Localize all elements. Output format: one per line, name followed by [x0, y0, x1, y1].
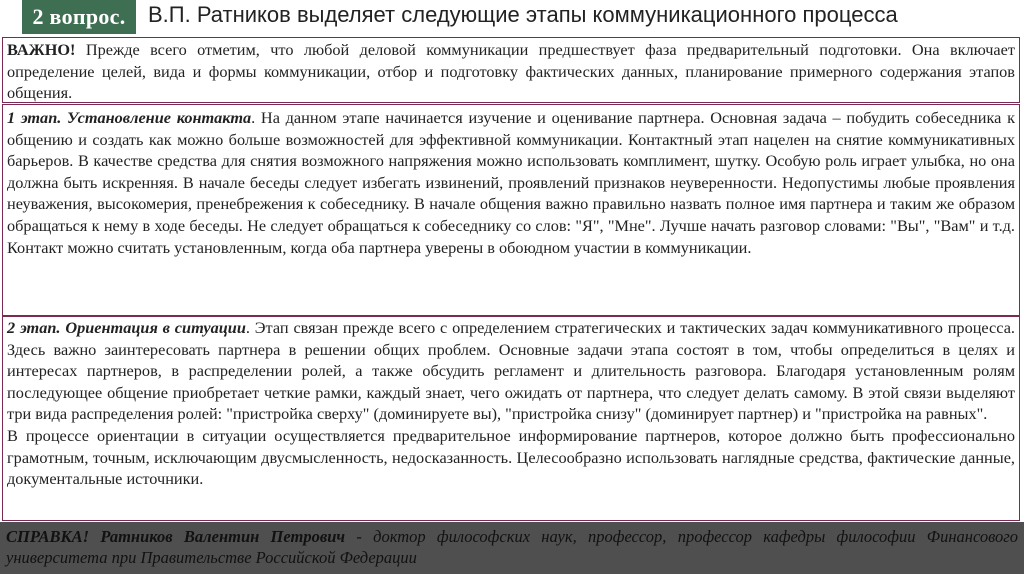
- reference-footer: [0, 522, 1024, 574]
- slide-header: [0, 0, 1024, 36]
- important-note: [7, 39, 1015, 104]
- stage-2-text: . Этап связан прежде всего с определением стратегических и тактических задач коммуникативного процесса. Здесь важно заинтересовать партнера в решении общих проблем. Основные задачи этапа состоят в том, чтобы определиться в целях и интересах партнеров, в распределении ролей, а также обсудить регламент и длительность разговора. Благодаря установленным ролям последующее общение приобретает четкие рамки, каждый знает, чего ожидать от партнера, что следует делать самому. В этой связи выделяют три вида распределения ролей: "пристройка сверху" (доминируете вы), "пристройка снизу" (доминирует партнер) и "пристройка на равных".: [7, 318, 1016, 424]
- stage-1-box: [2, 104, 1020, 316]
- reference-note: [6, 526, 1018, 568]
- stage-1-paragraph: [7, 107, 1015, 258]
- stage-2-heading: 2 этап. Ориентация в ситуации: [7, 318, 246, 337]
- question-badge: 2 вопрос.: [22, 0, 136, 34]
- important-text: Прежде всего отметим, что любой деловой коммуникации предшествует фаза предварительный подготовки. Она включает определение целей, вида и формы коммуникации, отбор и подготовку фактических данных, планирование примерного содержания этапов общения.: [7, 40, 1015, 103]
- stage-2-paragraph: [7, 317, 1015, 425]
- reference-text: - доктор философских наук, профессор, профессор кафедры философии Финансового университета при Правительстве Российской Федерации: [6, 527, 1018, 567]
- important-note-box: [2, 37, 1020, 103]
- important-label: ВАЖНО!: [7, 40, 76, 59]
- stage-1-text: . На данном этапе начинается изучение и оценивание партнера. Основная задача – побудить собеседника к общению и создать как можно больше возможностей для эффективной коммуникации. Контактный этап нацелен на снятие коммуникативных барьеров. В качестве средства для снятия возможного напряжения можно использовать комплимент, шутку. Особую роль играет улыбка, но она должна быть искренняя. В начале беседы следует избегать извинений, проявлений признаков неуверенности. Недопустимы любые проявления неуважения, высокомерия, пренебрежения к собеседнику. В начале общения важно правильно назвать полное имя партнера и таким же образом обращаться к нему в ходе беседы. Не следует обращаться к собеседнику со слов: "Я", "Мне". Лучше начать разговор словами: "Вы", "Вам" и т.д. Контакт можно считать установленным, когда оба партнера уверены в обоюдном участии в коммуникации.: [7, 108, 1016, 257]
- stage-2-box: [2, 316, 1020, 521]
- slide-title: В.П. Ратников выделяет следующие этапы коммуникационного процесса: [148, 2, 898, 27]
- reference-label: СПРАВКА! Ратников Валентин Петрович: [6, 527, 346, 546]
- stage-2-paragraph-2: В процессе ориентации в ситуации осуществляется предварительное информирование партнеров, которое должно быть профессионально грамотным, точным, исключающим двусмысленность, недосказанность. Целесообразно использовать наглядные средства, фактические данные, документальные источники.: [7, 425, 1015, 489]
- stage-1-heading: 1 этап. Установление контакта: [7, 108, 252, 127]
